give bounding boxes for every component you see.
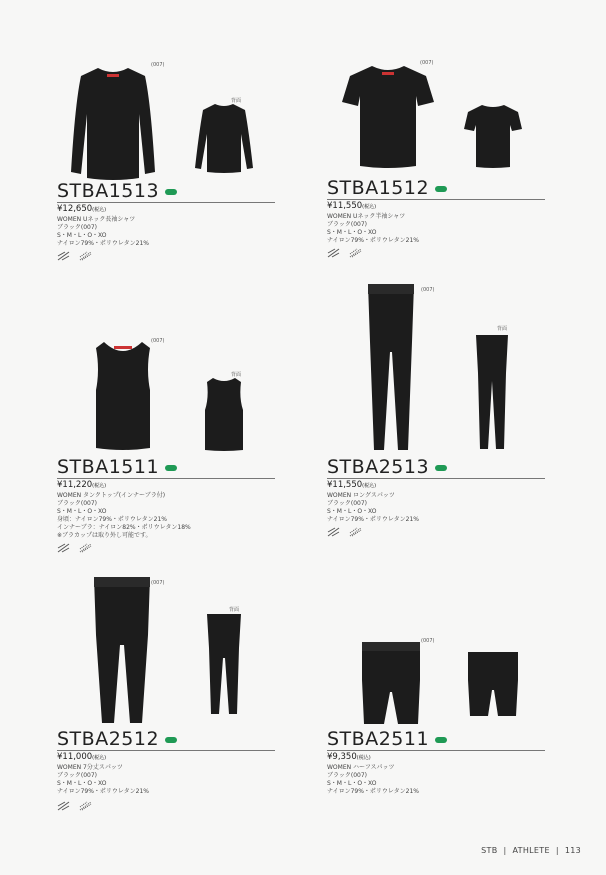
mesh-icon (349, 243, 362, 253)
green-tag-icon (165, 189, 177, 195)
product-code-text: STBA2511 (327, 728, 430, 750)
mesh-icon (349, 522, 362, 532)
divider (327, 199, 545, 200)
tax-note: (税込) (92, 207, 107, 213)
product-code-text: STBA2512 (57, 728, 160, 750)
product-color: ブラック(007) (57, 224, 98, 231)
product-details (327, 752, 419, 796)
product-code (57, 456, 177, 478)
product-material: ナイロン79%・ポリウレタン21% (327, 516, 420, 523)
product-details (57, 480, 191, 540)
price (57, 752, 149, 764)
green-tag-icon (435, 186, 447, 192)
product-code (327, 456, 447, 478)
product-details (327, 201, 419, 245)
stretch-icon (57, 796, 70, 806)
price (327, 201, 419, 213)
footer-category: ATHLETE (512, 846, 550, 855)
color-code: (007) (421, 287, 435, 293)
tank-top-front-image (90, 340, 156, 452)
price-value: ¥12,650 (57, 204, 93, 214)
product-material: ナイロン79%・ポリウレタン21% (57, 240, 150, 247)
care-symbols (327, 243, 366, 262)
stretch-icon (327, 243, 340, 253)
page-number: 113 (564, 846, 581, 855)
product-color: ブラック(007) (327, 500, 368, 507)
product-name: WOMEN Uネック半袖シャツ (327, 213, 406, 220)
stretch-icon (57, 246, 70, 256)
product-code-text: STBA2513 (327, 456, 430, 478)
mesh-icon (79, 246, 92, 256)
product-sizes: S・M・L・O・XO (57, 232, 107, 239)
product-sizes: S・M・L・O・XO (327, 229, 377, 236)
color-code: (007) (151, 338, 165, 344)
color-code: (007) (151, 62, 165, 68)
color-code: (007) (421, 638, 435, 644)
tax-note: (税込) (92, 483, 107, 489)
half-tights-back-image (466, 650, 520, 718)
divider (57, 478, 275, 479)
product-code (327, 177, 447, 199)
price (327, 480, 419, 492)
price (327, 752, 419, 764)
tax-note: (税込) (362, 483, 377, 489)
divider (327, 478, 545, 479)
capri-tights-front-image (90, 575, 154, 725)
product-material-body: 身頃：ナイロン79%・ポリウレタン21% (57, 516, 168, 523)
product-details (327, 480, 419, 524)
price-value: ¥11,550 (327, 201, 363, 211)
product-color: ブラック(007) (57, 772, 98, 779)
product-code (57, 728, 177, 750)
mesh-icon (79, 796, 92, 806)
product-sizes: S・M・L・O・XO (327, 508, 377, 515)
product-material: ナイロン79%・ポリウレタン21% (327, 237, 420, 244)
product-color: ブラック(007) (327, 221, 368, 228)
long-sleeve-shirt-back-image (193, 102, 255, 174)
stretch-icon (327, 522, 340, 532)
product-code (327, 728, 447, 750)
divider (57, 750, 275, 751)
product-name: WOMEN ハーフスパッツ (327, 764, 395, 771)
long-tights-back-image (474, 333, 510, 451)
green-tag-icon (435, 465, 447, 471)
price-value: ¥11,550 (327, 480, 363, 490)
half-tights-front-image (358, 640, 424, 726)
color-code: (007) (420, 60, 434, 66)
back-view-label: 背面 (231, 98, 242, 104)
tax-note: (税込) (92, 755, 107, 761)
product-details (57, 204, 149, 248)
long-sleeve-shirt-front-image (63, 64, 163, 182)
green-tag-icon (165, 737, 177, 743)
product-sizes: S・M・L・O・XO (327, 780, 377, 787)
price-value: ¥9,350 (327, 752, 357, 762)
product-name: WOMEN 7分丈スパッツ (57, 764, 123, 771)
product-code-text: STBA1512 (327, 177, 430, 199)
color-code: (007) (151, 580, 165, 586)
price-value: ¥11,220 (57, 480, 93, 490)
product-material: ナイロン79%・ポリウレタン21% (57, 788, 150, 795)
tank-top-back-image (203, 376, 245, 452)
price (57, 204, 149, 216)
tax-note: (税込) (362, 204, 377, 210)
product-code-text: STBA1513 (57, 180, 160, 202)
care-symbols (57, 246, 96, 265)
product-name: WOMEN Uネック長袖シャツ (57, 216, 136, 223)
price (57, 480, 191, 492)
footer-separator: | (503, 846, 507, 855)
care-symbols (57, 538, 96, 557)
care-symbols (57, 796, 96, 815)
mesh-icon (79, 538, 92, 548)
divider (57, 202, 275, 203)
product-sizes: S・M・L・O・XO (57, 508, 107, 515)
product-material: ナイロン79%・ポリウレタン21% (327, 788, 420, 795)
footer-brand: STB (481, 846, 498, 855)
product-code-text: STBA1511 (57, 456, 160, 478)
long-tights-front-image (364, 282, 418, 452)
divider (327, 750, 545, 751)
back-view-label: 背面 (229, 607, 240, 613)
product-name: WOMEN タンクトップ(インナーブラ付) (57, 492, 166, 499)
capri-tights-back-image (205, 612, 243, 716)
page-footer (478, 846, 584, 855)
care-symbols (327, 522, 366, 541)
price-value: ¥11,000 (57, 752, 93, 762)
product-color: ブラック(007) (327, 772, 368, 779)
back-view-label: 背面 (231, 372, 242, 378)
product-note: ※ブラカップは取り外し可能です。 (57, 532, 152, 539)
green-tag-icon (435, 737, 447, 743)
product-name: WOMEN ロングスパッツ (327, 492, 395, 499)
stretch-icon (57, 538, 70, 548)
footer-separator: | (555, 846, 559, 855)
back-view-label: 背面 (497, 326, 508, 332)
green-tag-icon (165, 465, 177, 471)
short-sleeve-shirt-front-image (340, 62, 436, 170)
product-sizes: S・M・L・O・XO (57, 780, 107, 787)
tax-note: (税込) (356, 755, 371, 761)
product-code (57, 180, 177, 202)
product-details (57, 752, 149, 796)
product-color: ブラック(007) (57, 500, 98, 507)
short-sleeve-shirt-back-image (462, 103, 524, 169)
product-material-bra: インナーブラ：ナイロン82%・ポリウレタン18% (57, 524, 191, 531)
